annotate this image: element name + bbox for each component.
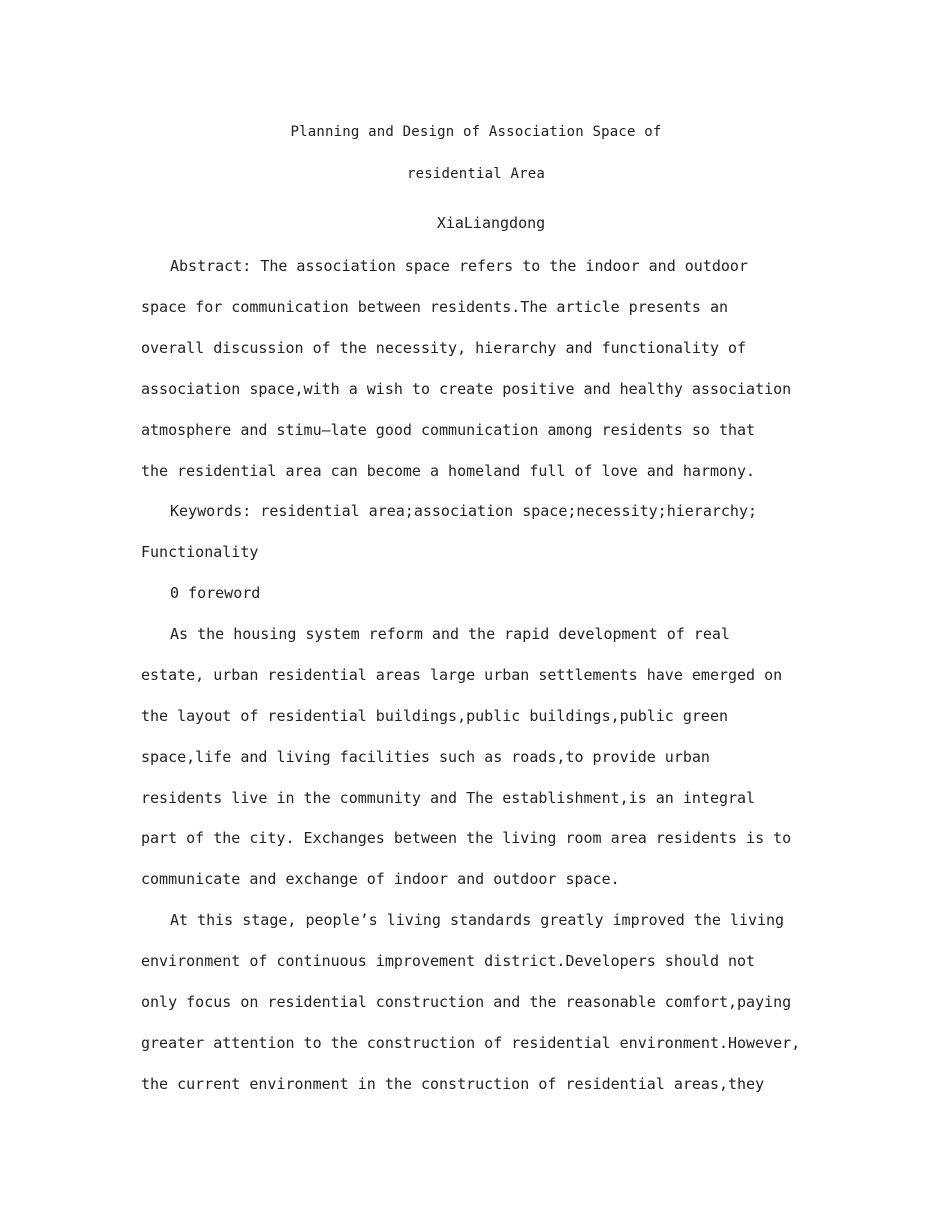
body-line: only focus on residential construction and the reasonable comfort,paying <box>141 993 792 1011</box>
abstract-line: atmosphere and stimu—late good communication among residents so that <box>141 421 756 439</box>
body-line: the layout of residential buildings,public buildings,public green <box>141 707 728 725</box>
keywords-line: Keywords: residential area;association space;necessity;hierarchy; <box>170 502 757 520</box>
body-line: At this stage, people’s living standards greatly improved the living <box>170 911 785 929</box>
body-line: part of the city. Exchanges between the living room area residents is to <box>141 829 792 847</box>
body-line: estate, urban residential areas large urban settlements have emerged on <box>141 666 783 684</box>
body-line: greater attention to the construction of residential environment.However, <box>141 1034 801 1052</box>
body-line: space,life and living facilities such as roads,to provide urban <box>141 748 710 766</box>
abstract-line: overall discussion of the necessity, hierarchy and functionality of <box>141 339 747 357</box>
author: XiaLiangdong <box>436 214 546 232</box>
body-line: communicate and exchange of indoor and outdoor space. <box>141 870 620 888</box>
body-line: environment of continuous improvement district.Developers should not <box>141 952 756 970</box>
body-line: residents live in the community and The establishment,is an integral <box>141 789 756 807</box>
title-line-2: residential Area <box>406 166 546 182</box>
abstract-line: space for communication between residents.The article presents an <box>141 298 728 316</box>
body-line: As the housing system reform and the rapid development of real <box>170 625 730 643</box>
abstract-line: the residential area can become a homeland full of love and harmony. <box>141 462 756 480</box>
section-heading: 0 foreword <box>170 584 261 602</box>
abstract-line: association space,with a wish to create positive and healthy association <box>141 380 792 398</box>
body-line: the current environment in the construction of residential areas,they <box>141 1075 765 1093</box>
title-line-1: Planning and Design of Association Space of <box>290 124 662 140</box>
abstract-line: Abstract: The association space refers to the indoor and outdoor <box>170 257 748 275</box>
keywords-line: Functionality <box>141 543 259 561</box>
